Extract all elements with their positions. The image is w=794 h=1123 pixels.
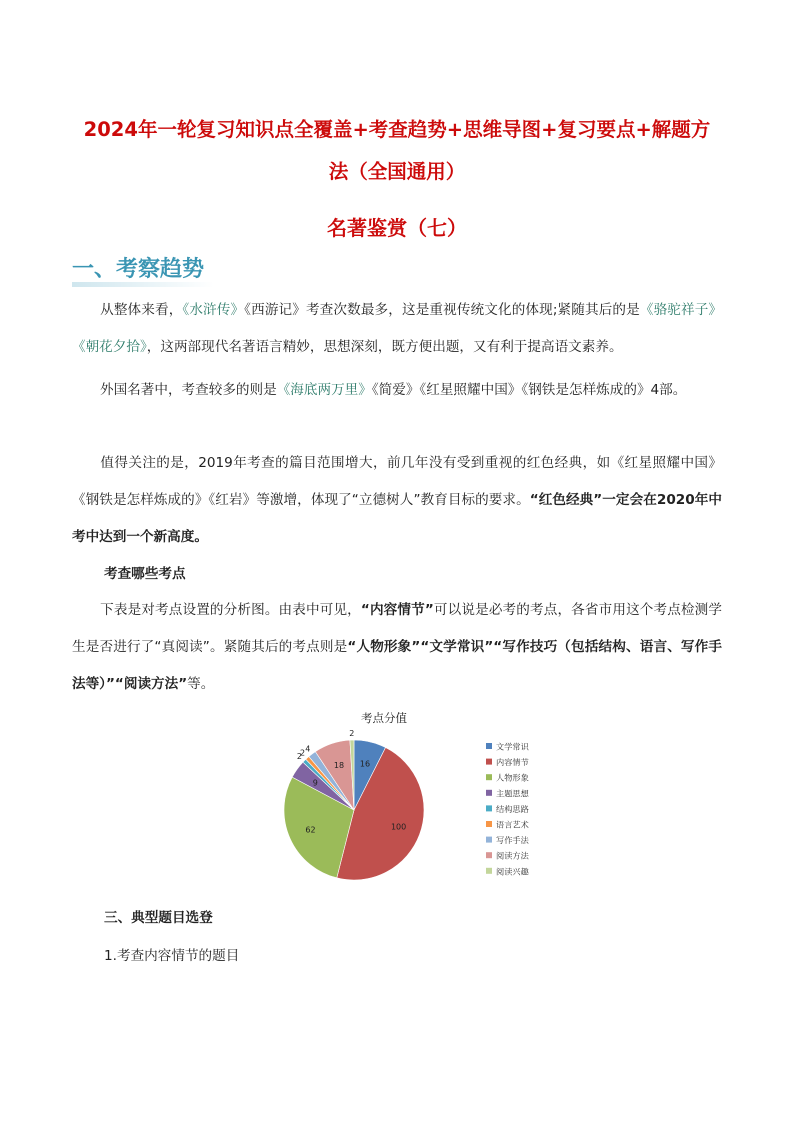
slice-label-4: 2 — [296, 751, 302, 761]
legend-label-6: 写作手法 — [496, 835, 529, 846]
p4-text-a: 下表是对考点设置的分析图。由表中可见， — [100, 602, 361, 618]
section-heading-typical: 三、典型题目选登 — [104, 910, 213, 926]
slice-label-3: 9 — [312, 778, 318, 788]
legend-label-0: 文学常识 — [496, 741, 529, 752]
book-title: 《水浒传》 — [182, 302, 245, 318]
legend-label-8: 阅读兴趣 — [496, 866, 529, 877]
p1-text-d: ，这两部现代名著语言精妙，思想深刻，既方便出题，又有利于提高语文素养。 — [146, 339, 623, 355]
legend-label-2: 人物形象 — [496, 772, 529, 783]
legend-swatch-0 — [486, 743, 492, 749]
p4-text-d: 等。 — [187, 676, 215, 692]
p2-text-a: 外国名著中，考查较多的则是 — [100, 382, 277, 398]
paragraph-overall — [72, 292, 722, 366]
question-item-1: 1.考查内容情节的题目 — [104, 948, 240, 964]
p3-bold-text: “红色经典”一定会在2020年中考中达到一个新高度。 — [72, 492, 722, 545]
legend-label-5: 语言艺术 — [496, 819, 529, 830]
slice-label-6: 4 — [305, 744, 311, 754]
legend-swatch-8 — [486, 868, 492, 874]
doc-title-line2: 法（全国通用） — [328, 160, 466, 183]
book-title: 《西游记》 — [244, 302, 306, 318]
legend-swatch-5 — [486, 821, 492, 827]
legend-swatch-2 — [486, 774, 492, 780]
pie-chart — [276, 708, 556, 892]
p2-text-c: 《简爱》《红星照耀中国》《钢铁是怎样炼成的》4部。 — [371, 382, 687, 398]
legend-swatch-3 — [486, 790, 492, 796]
slice-label-0: 16 — [359, 759, 371, 769]
paragraph-red-classics — [72, 445, 722, 556]
legend-swatch-4 — [486, 805, 492, 811]
chart-title: 考点分值 — [361, 711, 407, 725]
paragraph-analysis — [72, 592, 722, 703]
p1-text-c: 考查次数最多，这是重视传统文化的体现;紧随其后的是 — [305, 302, 640, 318]
legend-label-1: 内容情节 — [496, 757, 529, 768]
section-heading-trend: 一、考察趋势 — [72, 252, 204, 287]
book-title: 《朝花夕拾》 — [72, 339, 147, 355]
slice-label-2: 62 — [305, 825, 316, 835]
p3-text-a: 值得关注的是，2019年考查的篇目范围增大，前几年没有受到重视的红色经典，如《红星照耀中国》《钢铁是怎样炼成的》《红岩》等激增，体现了“立德树人”教育目标的要求。 — [72, 455, 722, 508]
sub-heading-points: 考查哪些考点 — [104, 566, 186, 582]
legend-swatch-6 — [486, 837, 492, 843]
doc-title-line1: 2024年一轮复习知识点全覆盖+考查趋势+思维导图+复习要点+解题方 — [83, 118, 711, 141]
p4-bold-a: “内容情节” — [360, 602, 434, 618]
p1-text-a: 从整体来看， — [100, 302, 183, 318]
slice-label-7: 18 — [333, 760, 345, 770]
slice-label-5: 2 — [300, 748, 306, 758]
legend-swatch-7 — [486, 852, 492, 858]
slice-label-1: 100 — [390, 822, 407, 832]
book-title: 《海底两万里》 — [276, 382, 372, 398]
p4-bold-b: “人物形象”“文学常识”“写作技巧（包括结构、语言、写作手法等）”“阅读方法” — [72, 639, 723, 692]
legend-label-4: 结构思路 — [496, 803, 529, 814]
book-title: 《骆驼祥子》 — [639, 302, 723, 318]
doc-subtitle: 名著鉴赏（七） — [327, 216, 467, 240]
slice-label-8: 2 — [349, 729, 355, 738]
p4-text-c: 可以说是必考的考点，各省市用这个考点检测学生是否进行了“真阅读”。紧随其后的考点则是 — [72, 602, 723, 655]
legend-swatch-1 — [486, 759, 492, 765]
paragraph-foreign — [72, 372, 722, 409]
legend-label-3: 主题思想 — [496, 788, 529, 799]
legend-label-7: 阅读方法 — [496, 850, 529, 861]
